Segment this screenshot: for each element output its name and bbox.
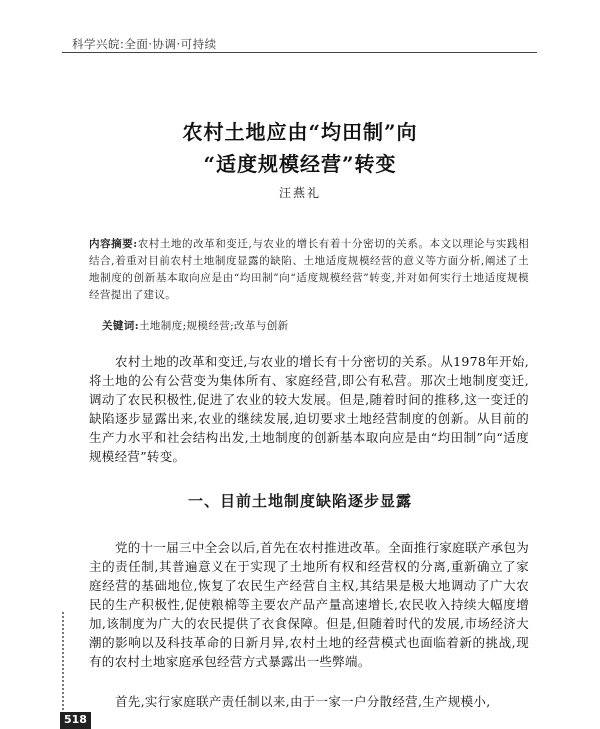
abstract-text: 农村土地的改革和变迁,与农业的增长有着十分密切的关系。本文以理论与实践相结合,着重对目前农村土地制度显露的缺陷、土地适度规模经营的意义等方面分析,阐述了土地制度的创新基本取向应是由“均田制”向“适度规模经营”转变,并对如何实行土地适度规模经营提出了建议。 (89, 238, 529, 301)
abstract-block (89, 236, 529, 304)
section-heading-1: 一、目前土地制度缺陷逐步显露 (187, 492, 412, 510)
body-paragraph-2 (89, 538, 529, 671)
running-head: 科学兴皖:全面·协调·可持续 (72, 37, 217, 51)
article-title-line1: 农村土地应由“均田制”向 (182, 120, 418, 144)
author-name: 汪燕礼 (278, 186, 321, 200)
paragraph-1-text: 农村土地的改革和变迁,与农业的增长有十分密切的关系。从1978年开始,将土地的公有公营变为集体所有、家庭经营,即公有私营。那次土地制度变迁,调动了农民积极性,促进了农业的较大发展。但是,随着时间的推移,这一变迁的缺陷逐步显露出来,农业的继续发展,迫切要求土地经营制度的创新。从目前的生产力水平和社会结构出发,土地制度的创新基本取向应是由“均田制”向“适度规模经营”转变。 (89, 354, 529, 464)
paragraph-3-text: 首先,实行家庭联产责任制以来,由于一家一户分散经营,生产规模小, (115, 694, 491, 709)
header-rule (62, 52, 537, 53)
keywords-label: 关键词: (102, 320, 139, 332)
binding-margin-dots (62, 612, 66, 722)
article-title-line2: “适度规模经营”转变 (203, 152, 397, 176)
body-paragraph-3 (89, 692, 529, 711)
keywords-block (102, 318, 289, 333)
page-number: 518 (60, 712, 91, 729)
body-paragraph-1 (89, 352, 529, 466)
paragraph-2-text: 党的十一届三中全会以后,首先在农村推进改革。全面推行家庭联产承包为主的责任制,其普遍意义在于实现了土地所有权和经营权的分离,重新确立了家庭经营的基础地位,恢复了农民生产经营自主权,其结果是极大地调动了广大农民的生产积极性,促使粮棉等主要农产品产量高速增长,农民收入持续大幅度增加,该制度为广大的农民提供了衣食保障。但是,但随着时代的发展,市场经济大潮的影响以及科技革命的日新月异,农村土地的经营模式也面临着新的挑战,现有的农村土地家庭承包经营方式暴露出一些弊端。 (89, 540, 529, 669)
abstract-label: 内容摘要: (89, 238, 138, 250)
keywords-text: 土地制度;规模经营;改革与创新 (138, 320, 289, 332)
